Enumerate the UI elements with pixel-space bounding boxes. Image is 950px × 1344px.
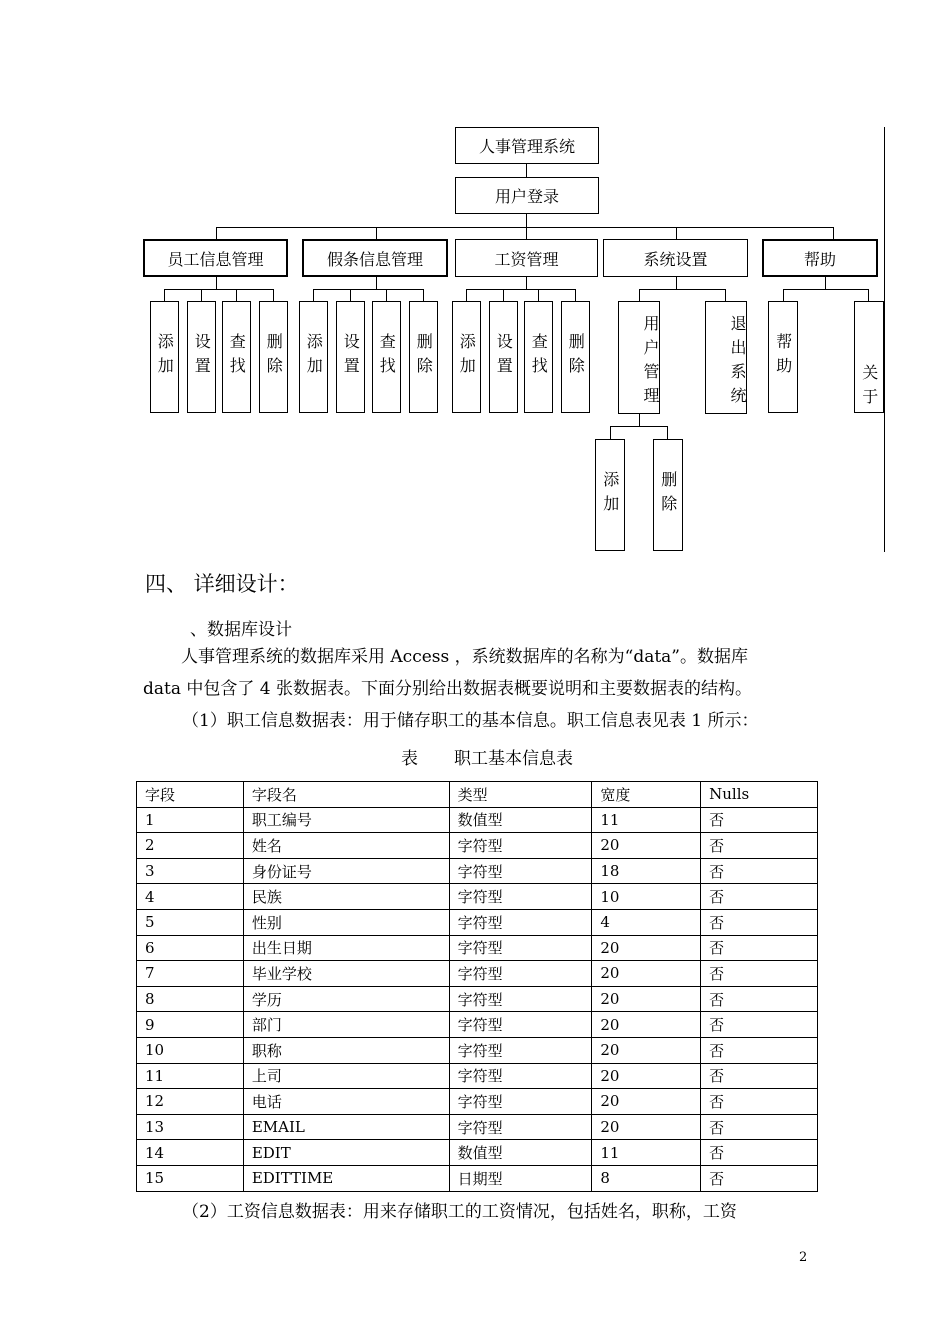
connector [639,414,640,426]
salary-add-node: 添加 [452,301,481,413]
table-cell: 字符型 [449,858,592,884]
connector [676,277,677,289]
table-cell: EDIT [243,1140,449,1166]
table-cell: 20 [592,1089,701,1115]
table-cell: 字符型 [449,1037,592,1063]
connector [639,289,725,290]
connector [216,277,217,289]
salary-find-node: 查找 [524,301,553,413]
root-node: 人事管理系统 [455,127,599,164]
table-caption-prefix: 表 [401,749,418,769]
table-row [137,807,818,833]
help-node: 帮助 [768,301,798,413]
paragraph-1-line-2: data 中包含了 4 张数据表。下面分别给出数据表概要说明和主要数据表的结构。 [143,679,753,699]
table-cell: 20 [592,1114,701,1140]
table-cell: EMAIL [243,1114,449,1140]
table-cell: 20 [592,935,701,961]
table-cell: 电话 [243,1089,449,1115]
table-cell: 身份证号 [243,858,449,884]
employee-add-node: 添加 [150,301,179,413]
table-cell: 8 [137,986,244,1012]
user-add-node: 添加 [595,439,625,551]
table-cell: 12 [137,1089,244,1115]
connector [526,214,527,227]
table-cell: 10 [137,1037,244,1063]
table-header-cell: 宽度 [592,782,701,808]
module-leave: 假条信息管理 [302,239,448,277]
connector [313,289,423,290]
connector [376,277,377,289]
leave-add-node: 添加 [299,301,328,413]
table-row [137,884,818,910]
table-cell: 民族 [243,884,449,910]
table-cell: 20 [592,1012,701,1038]
leave-find-node: 查找 [372,301,401,413]
table-caption: 职工基本信息表 [454,749,573,769]
table-cell: 上司 [243,1063,449,1089]
section-heading: 四、 详细设计： [145,572,299,596]
table-row [137,1037,818,1063]
table-cell: 字符型 [449,986,592,1012]
connector [833,227,834,239]
table-header-row [137,782,818,808]
connector [526,277,527,289]
table-cell: 7 [137,961,244,987]
table-cell: 15 [137,1165,244,1191]
table-cell: 5 [137,909,244,935]
table-cell: 20 [592,1037,701,1063]
module-employee: 员工信息管理 [143,239,288,277]
table-cell: 18 [592,858,701,884]
table-cell: EDITTIME [243,1165,449,1191]
table-cell: 职工编号 [243,807,449,833]
table-cell: 否 [701,884,818,910]
table-cell: 11 [592,807,701,833]
table-row [137,1089,818,1115]
table-row [137,1114,818,1140]
table-cell: 部门 [243,1012,449,1038]
table-cell: 字符型 [449,909,592,935]
table-row [137,858,818,884]
table-cell: 字符型 [449,1114,592,1140]
employee-info-table [136,781,818,1192]
table-cell: 否 [701,1089,818,1115]
table-cell: 否 [701,1114,818,1140]
table-cell: 4 [592,909,701,935]
table-cell: 3 [137,858,244,884]
table-cell: 性别 [243,909,449,935]
salary-set-node: 设置 [489,301,518,413]
table-header-cell: 字段名 [243,782,449,808]
module-help: 帮助 [762,239,878,277]
employee-set-node: 设置 [187,301,216,413]
table-row [137,935,818,961]
table-cell: 8 [592,1165,701,1191]
table-cell: 20 [592,1063,701,1089]
table-row [137,1140,818,1166]
connector [868,289,869,301]
table-cell: 否 [701,1140,818,1166]
connector [423,289,424,301]
connector [376,227,377,239]
page-number: 2 [799,1250,808,1265]
connector [350,289,351,301]
paragraph-1-line-1: 人事管理系统的数据库采用 Access ，系统数据库的名称为“data”。数据库 [181,647,749,667]
table-cell: 否 [701,1012,818,1038]
table-cell: 出生日期 [243,935,449,961]
connector [236,289,237,301]
table-cell: 字符型 [449,884,592,910]
connector [313,289,314,301]
table-cell: 姓名 [243,833,449,859]
table-row [137,961,818,987]
module-salary: 工资管理 [455,239,598,277]
table-cell: 否 [701,1063,818,1089]
connector [783,289,784,301]
diagram-border-line [884,127,885,552]
connector [273,289,274,301]
employee-delete-node: 删除 [259,301,288,413]
connector [526,164,527,177]
user-delete-node: 删除 [653,439,683,551]
table-cell: 9 [137,1012,244,1038]
table-cell: 学历 [243,986,449,1012]
table-cell: 13 [137,1114,244,1140]
about-node: 关于 [854,301,884,413]
table-cell: 职称 [243,1037,449,1063]
connector [216,227,217,239]
table-row [137,1063,818,1089]
salary-delete-node: 删除 [561,301,590,413]
subheading: 、数据库设计 [190,620,292,640]
table-cell: 4 [137,884,244,910]
table-cell: 20 [592,986,701,1012]
connector [575,289,576,301]
employee-find-node: 查找 [222,301,251,413]
connector [610,426,668,427]
table-cell: 20 [592,961,701,987]
table-cell: 日期型 [449,1165,592,1191]
table-cell: 字符型 [449,1089,592,1115]
table-row [137,1012,818,1038]
table-header-cell: 类型 [449,782,592,808]
table-cell: 字符型 [449,833,592,859]
connector [216,227,833,228]
table-cell: 否 [701,909,818,935]
table-cell: 字符型 [449,935,592,961]
table-cell: 数值型 [449,1140,592,1166]
table-cell: 字符型 [449,1063,592,1089]
paragraph-3: （2）工资信息数据表：用来存储职工的工资情况，包括姓名，职称，工资 [182,1202,737,1222]
table-cell: 字符型 [449,961,592,987]
table-cell: 1 [137,807,244,833]
connector [825,277,826,289]
connector [783,289,869,290]
table-cell: 14 [137,1140,244,1166]
table-cell: 20 [592,833,701,859]
paragraph-2: （1）职工信息数据表：用于储存职工的基本信息。职工信息表见表 1 所示： [182,711,759,731]
connector [676,227,677,239]
connector [164,289,165,301]
table-cell: 否 [701,858,818,884]
connector [725,289,726,301]
table-cell: 字符型 [449,1012,592,1038]
connector [164,289,274,290]
module-system: 系统设置 [603,239,748,277]
table-cell: 否 [701,1165,818,1191]
connector [639,289,640,301]
connector [526,227,527,239]
table-cell: 数值型 [449,807,592,833]
connector [466,289,467,301]
connector [386,289,387,301]
table-cell: 10 [592,884,701,910]
connector [610,426,611,439]
user-management-node: 用户管理 [618,301,660,414]
leave-set-node: 设置 [336,301,365,413]
connector [466,289,576,290]
table-cell: 11 [592,1140,701,1166]
table-cell: 否 [701,1037,818,1063]
table-row [137,1165,818,1191]
leave-delete-node: 删除 [409,301,438,413]
table-cell: 否 [701,807,818,833]
exit-system-node: 退出系统 [705,301,747,414]
table-cell: 否 [701,986,818,1012]
table-cell: 11 [137,1063,244,1089]
connector [503,289,504,301]
table-row [137,833,818,859]
table-cell: 毕业学校 [243,961,449,987]
table-cell: 否 [701,935,818,961]
table-cell: 否 [701,961,818,987]
table-row [137,909,818,935]
table-cell: 2 [137,833,244,859]
table-header-cell: 字段 [137,782,244,808]
login-node: 用户登录 [455,177,599,214]
table-cell: 否 [701,833,818,859]
table-header-cell: Nulls [701,782,818,808]
connector [538,289,539,301]
table-row [137,986,818,1012]
table-cell: 6 [137,935,244,961]
connector [201,289,202,301]
connector [667,426,668,439]
